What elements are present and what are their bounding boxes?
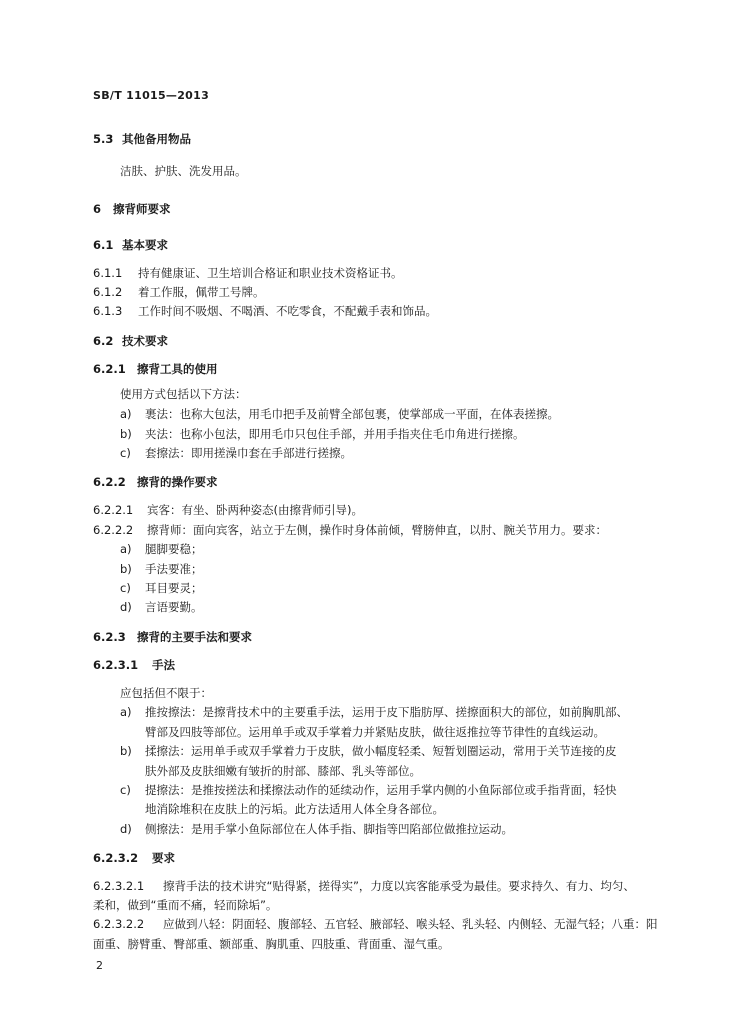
clause-number: 5.3 — [93, 132, 114, 146]
clause-number: 6.2.2.2 — [93, 523, 134, 537]
clause-text: 应包括但不限于： — [120, 686, 212, 700]
clause-text: 持有健康证、卫生培训合格证和职业技术资格证书。 — [138, 266, 403, 280]
clause-number: 6.2 — [93, 334, 114, 348]
section-heading: 擦背的主要手法和要求 — [137, 630, 252, 644]
section-heading: 擦背师要求 — [113, 202, 171, 216]
clause-text: 工作时间不吸烟、不喝酒、不吃零食，不配戴手表和饰品。 — [138, 304, 437, 318]
clause-text: 洁肤、护肤、洗发用品。 — [120, 164, 247, 178]
clause-text: 提擦法：是推按搓法和揉擦法动作的延续动作，运用手掌内侧的小鱼际部位或手指背面，轻快 — [145, 783, 617, 797]
clause-text: 腿脚要稳； — [145, 542, 203, 556]
clause-number: b) — [120, 427, 132, 441]
clause-number: 6.1.2 — [93, 285, 123, 299]
clause-text: 肤外部及皮肤细嫩有皱折的肘部、膝部、乳头等部位。 — [145, 764, 421, 778]
clause-number: 6.1.3 — [93, 304, 123, 318]
section-heading: 基本要求 — [122, 238, 168, 252]
clause-number: c) — [120, 581, 131, 595]
clause-number: a) — [120, 407, 132, 421]
clause-text: 应做到八轻：阴面轻、腹部轻、五官轻、腋部轻、喉头轻、乳头轻、内侧轻、无湿气轻；八重：阳 — [163, 917, 658, 931]
clause-text: 面重、膀臂重、臀部重、额部重、胸肌重、四肢重、背面重、湿气重。 — [93, 937, 450, 951]
clause-text: 着工作服，佩带工号牌。 — [138, 285, 265, 299]
clause-number: 6.1 — [93, 238, 114, 252]
standard-code-header: SB/T 11015—2013 — [93, 89, 210, 102]
clause-text: 裹法：也称大包法，用毛巾把手及前臂全部包裹，使掌部成一平面，在体表搓擦。 — [145, 407, 559, 421]
clause-number: 6.1.1 — [93, 266, 123, 280]
clause-text: 推按擦法：是擦背技术中的主要重手法，运用于皮下脂肪厚、搓擦面积大的部位，如前胸肌部、 — [145, 705, 628, 719]
clause-text: 臂部及四肢等部位。运用单手或双手掌着力并紧贴皮肤，做往返推拉等节律性的直线运动。 — [145, 725, 605, 739]
clause-number: 6.2.3 — [93, 630, 126, 644]
section-heading: 要求 — [152, 851, 175, 865]
clause-number: c) — [120, 446, 131, 460]
clause-number: b) — [120, 744, 132, 758]
clause-text: 夹法：也称小包法，即用毛巾只包住手部，并用手指夹住毛巾角进行搓擦。 — [145, 427, 525, 441]
clause-text: 揉擦法：运用单手或双手掌着力于皮肤，做小幅度轻柔、短暂划圈运动，常用于关节连接的皮 — [145, 744, 617, 758]
clause-number: 6.2.3.1 — [93, 658, 139, 672]
clause-number: 6 — [93, 202, 102, 216]
clause-text: 套擦法：即用搓澡巾套在手部进行搓擦。 — [145, 446, 352, 460]
section-heading: 擦背工具的使用 — [137, 362, 218, 376]
clause-number: d) — [120, 822, 132, 836]
page-number: 2 — [96, 959, 103, 972]
clause-number: 6.2.3.2 — [93, 851, 139, 865]
section-heading: 其他备用物品 — [122, 132, 191, 146]
clause-number: 6.2.2 — [93, 475, 126, 489]
clause-number: a) — [120, 705, 132, 719]
clause-text: 宾客：有坐、卧两种姿态(由擦背师引导)。 — [147, 503, 363, 517]
clause-number: 6.2.3.2.1 — [93, 879, 145, 893]
clause-text: 擦背师：面向宾客，站立于左侧，操作时身体前倾，臂膀伸直，以肘、腕关节用力。要求： — [147, 523, 607, 537]
clause-text: 擦背手法的技术讲究“贴得紧，搓得实”，力度以宾客能承受为最佳。要求持久、有力、均匀、 — [163, 879, 635, 893]
clause-number: b) — [120, 562, 132, 576]
clause-number: 6.2.2.1 — [93, 503, 134, 517]
clause-text: 言语要勤。 — [145, 600, 203, 614]
clause-number: d) — [120, 600, 132, 614]
clause-text: 地消除堆积在皮肤上的污垢。此方法适用人体全身各部位。 — [145, 802, 444, 816]
section-heading: 技术要求 — [122, 334, 168, 348]
section-heading: 手法 — [152, 658, 175, 672]
clause-number: 6.2.3.2.2 — [93, 917, 145, 931]
clause-text: 侧擦法：是用手掌小鱼际部位在人体手指、脚指等凹陷部位做推拉运动。 — [145, 822, 513, 836]
section-heading: 擦背的操作要求 — [137, 475, 218, 489]
clause-text: 柔和，做到“重而不痛，轻而除垢”。 — [93, 898, 278, 912]
clause-text: 耳目要灵； — [145, 581, 203, 595]
clause-text: 手法要准； — [145, 562, 203, 576]
clause-number: a) — [120, 542, 132, 556]
clause-number: c) — [120, 783, 131, 797]
clause-text: 使用方式包括以下方法： — [120, 387, 247, 401]
clause-number: 6.2.1 — [93, 362, 126, 376]
